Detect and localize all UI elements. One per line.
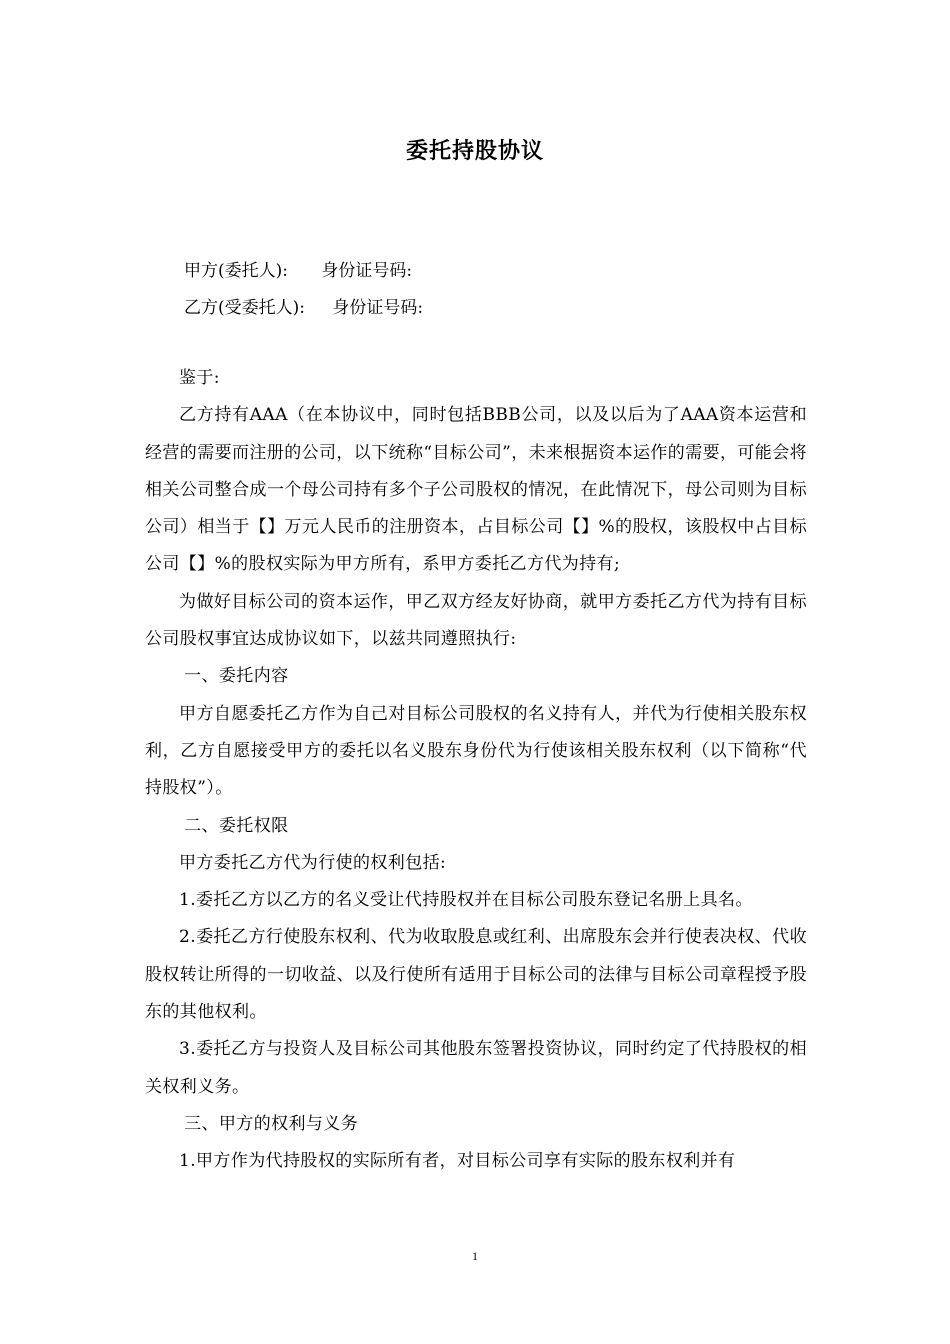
party-b-id-label: 身份证号码: [332, 298, 424, 318]
section-heading-2: 二、委托权限 [184, 815, 289, 836]
section-heading-3: 三、甲方的权利与义务 [184, 1113, 359, 1134]
document-title: 委托持股协议 [405, 138, 544, 164]
section-2-intro: 甲方委托乙方代为行使的权利包括: [179, 852, 447, 873]
page-number: 1 [472, 1249, 478, 1263]
party-a-id-label: 身份证号码: [321, 261, 413, 281]
purpose-paragraph: 为做好目标公司的资本运作，甲乙双方经友好协商，就甲方委托乙方代为持有目标公司股权事宜达成协议如下，以兹共同遵照执行: [145, 591, 807, 650]
section-3-item-1: 1.甲方作为代持股权的实际所有者，对目标公司享有实际的股东权利并有 [179, 1151, 736, 1172]
party-a-line [184, 256, 412, 281]
section-heading-1: 一、委托内容 [184, 666, 289, 687]
party-b-line [184, 293, 423, 318]
party-b-label: 乙方(受委托人): [184, 298, 305, 318]
whereas-heading: 鉴于: [179, 368, 220, 388]
section-2-item-2: 2.委托乙方行使股东权利、代为收取股息或红利、出席股东会并行使表决权、代收股权转让所得的一切收益、以及行使所有适用于目标公司的法律与目标公司章程授予股东的其他权利。 [145, 927, 807, 1023]
party-a-label: 甲方(委托人): [184, 261, 288, 281]
section-2-item-1: 1.委托乙方以乙方的名义受让代持股权并在目标公司股东登记名册上具名。 [179, 890, 753, 911]
section-1-paragraph: 甲方自愿委托乙方作为自己对目标公司股权的名义持有人，并代为行使相关股东权利，乙方自愿接受甲方的委托以名义股东身份代为行使该相关股东权利（以下简称“代持股权”）。 [145, 703, 807, 799]
whereas-paragraph: 乙方持有AAA（在本协议中，同时包括BBB公司，以及以后为了AAA资本运营和经营的需要而注册的公司，以下统称“目标公司”，未来根据资本运作的需要，可能会将相关公司整合成一个母公司持有多个子公司股权的情况，在此情况下，母公司则为目标公司）相当于【】万元人民币的注册资本，占目标公司【】%的股权，该股权中占目标公司【】%的股权实际为甲方所有，系甲方委托乙方代为持有; [145, 405, 807, 575]
section-2-item-3: 3.委托乙方与投资人及目标公司其他股东签署投资协议，同时约定了代持股权的相关权利义务。 [145, 1039, 807, 1097]
document-body [145, 360, 807, 1181]
